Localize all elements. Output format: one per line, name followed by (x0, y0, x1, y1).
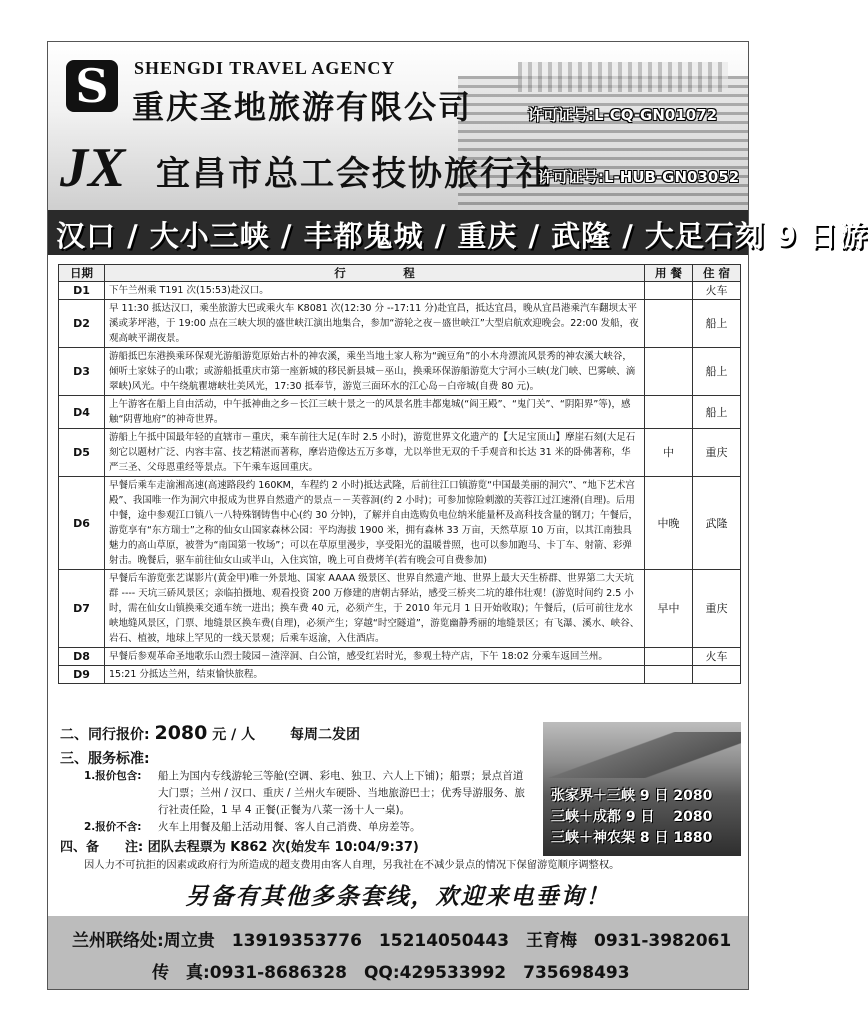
agency-name-cn: 重庆圣地旅游有限公司 (132, 88, 473, 126)
lodging-cell: 船上 (693, 348, 741, 396)
notes-disclaimer: 因人力不可抗拒的因素或政府行为所造成的超支费用由客人自理，另我社在不减少景点的情况下保留游览顺序调整权。 (84, 859, 620, 871)
price-unit: 元 / 人 (212, 727, 256, 743)
price-label: 二、同行报价: (60, 727, 150, 743)
lodging-cell: 重庆 (693, 570, 741, 648)
promo-route-2: 三峡＋成都 9 日 2080 (551, 809, 713, 825)
table-row (59, 282, 741, 300)
included-label: 1.报价包含: (84, 770, 142, 782)
meal-cell (645, 300, 693, 348)
price-amount: 2080 (154, 722, 208, 744)
meal-cell (645, 396, 693, 429)
excluded-label: 2.报价不含: (84, 821, 142, 833)
tour-title-banner (48, 210, 868, 255)
itinerary-cell: 早餐后车游览张艺谋影片(黄金甲)唯一外景地、国家 AAAA 级景区、世界自然遗产地、世界上最大天生桥群、世界第二大天坑群 ---- 天坑三硚风景区；亲临拍摄地、观看投资 200 万修建的唐朝古驿站，感受三桥夹二坑的雄伟壮观！(游览时间约 2.5 小时，需在仙女山镇换乘交通车统一进出；换车费 40 元，必须产生，于 2010 年元月 1 日开始收取)；午餐后，(后可前往龙水峡地缝风景区，门票、地缝景区换车费(自理)，必须产生；穿越“时空隧道”，游览幽静秀丽的地缝景区；有飞瀑、溪水、峡谷、岩石、植被，地球上罕见的一线天景观；后乘车返渝，入住酒店。 (105, 570, 645, 648)
service-standard-title: 三、服务标准: (60, 751, 150, 767)
meal-cell (645, 348, 693, 396)
table-row (59, 396, 741, 429)
agency-logo: S (66, 60, 118, 112)
table-row (59, 429, 741, 477)
notes-train: 团队去程票为 K862 次(始发车 10:04/9:37) (147, 840, 419, 855)
meal-cell (645, 648, 693, 666)
itinerary-cell: 早餐后参观革命圣地歌乐山烈士陵园－渣滓洞、白公馆，感受红岩时光，参观土特产店，下午 18:02 分乘车返回兰州。 (105, 648, 645, 666)
notes-label: 四、备 注: (60, 840, 144, 855)
itinerary-cell: 游船上午抵中国最年轻的直辖市－重庆，乘车前往大足(车时 2.5 小时)，游览世界文化遗产的【大足宝顶山】摩崖石刻(大足石刻它以题材广泛、内容丰富、技艺精湛而著称，摩岩造像达五万多尊，尤以举世无双的千手观音和长达 31 米的卧佛著称，华严三圣、父母恩重经等景点。下午乘车返回重庆。 (105, 429, 645, 477)
day-cell: D9 (59, 666, 105, 684)
header-itinerary: 行 程 (105, 265, 645, 282)
meal-cell (645, 666, 693, 684)
license-number-1: 许可证号:L-CQ-GN01072 (528, 106, 718, 124)
table-row (59, 348, 741, 396)
day-cell: D1 (59, 282, 105, 300)
lodging-cell: 船上 (693, 396, 741, 429)
contact-phones: 兰州联络处:周立贵 13919353776 15214050443 王育梅 0931-3982061 (72, 931, 732, 951)
excluded-details: 火车上用餐及船上活动用餐、客人自己消费、单房差等。 (158, 821, 421, 833)
lodging-cell: 船上 (693, 300, 741, 348)
slogan: 另备有其他多条套线，欢迎来电垂询！ (185, 884, 611, 910)
table-header-row (59, 265, 741, 282)
header-meals: 用 餐 (645, 265, 693, 282)
lodging-cell: 火车 (693, 648, 741, 666)
flyer (47, 41, 868, 990)
itinerary-cell: 游船抵巴东港换乘环保观光游船游览原始古朴的神农溪，乘坐当地土家人称为“豌豆角”的小木舟漂流风景秀的神农溪大峡谷，倾听土家妹子的山歌；或游船抵重庆市第一座新城的移民新县城－巫山，换乘环保游船游览大宁河小三峡(龙门峡、巴雾峡、滴翠峡)风光。中午绕航瞿塘峡壮美风光，17:30 抵奉节，游览三面环水的江心岛－白帝城(自费 80 元)。 (105, 348, 645, 396)
itinerary-cell: 下午兰州乘 T191 次(15:53)赴汉口。 (105, 282, 645, 300)
departure-schedule: 每周二发团 (290, 727, 360, 743)
table-row (59, 666, 741, 684)
lodging-cell: 重庆 (693, 429, 741, 477)
mountain-scenery (543, 732, 741, 778)
notes-row (60, 836, 419, 855)
table-row (59, 477, 741, 570)
meal-cell: 早中 (645, 570, 693, 648)
day-cell: D5 (59, 429, 105, 477)
jx-logo: JX (60, 137, 126, 199)
lodging-cell (693, 666, 741, 684)
itinerary-table (58, 264, 741, 684)
cruise-ship-upper-deck (518, 62, 728, 92)
meal-cell (645, 282, 693, 300)
meal-cell: 中晚 (645, 477, 693, 570)
day-cell: D6 (59, 477, 105, 570)
agency-name-en: SHENGDI TRAVEL AGENCY (134, 58, 396, 78)
table-row (59, 570, 741, 648)
promo-route-3: 三峡＋神农架 8 日 1880 (551, 830, 713, 846)
promo-route-1: 张家界＋三峡 9 日 2080 (551, 788, 713, 804)
lodging-cell: 火车 (693, 282, 741, 300)
itinerary-cell: 15:21 分抵达兰州，结束愉快旅程。 (105, 666, 645, 684)
day-cell: D3 (59, 348, 105, 396)
table-row (59, 300, 741, 348)
included-details: 船上为国内专线游轮三等舱(空调、彩电、独卫、六人上下铺)；船票；景点首道 大门票；兰州 / 汉口、重庆 / 兰州火车硬卧、当地旅游巴士；优秀导游服务、旅 行社责任险，1 早 4 正餐(正餐为八菜一汤十人一桌)。 (158, 770, 525, 816)
contact-fax-qq: 传 真:0931-8686328 QQ:429533992 735698493 (152, 963, 630, 983)
lodging-cell: 武隆 (693, 477, 741, 570)
header (48, 42, 748, 210)
union-agency-name: 宜昌市总工会技协旅行社 (156, 154, 552, 194)
day-cell: D2 (59, 300, 105, 348)
header-date: 日期 (59, 265, 105, 282)
other-routes-promo (543, 722, 741, 856)
itinerary-cell: 上午游客在船上自由活动，中午抵神曲之乡－长江三峡十景之一的风景名胜丰都鬼城(“阎王殿”、“鬼门关”、“阴阳界”等)，感触“阴曹地府”的神奇世界。 (105, 396, 645, 429)
itinerary-cell: 早餐后乘车走渝湘高速(高速路段约 160KM，车程约 2 小时)抵达武隆，后前往江口镇游览“中国最美丽的洞穴”、“地下艺术宫殿”、我国唯一作为洞穴申报成为世界自然遗产的景点－－芙蓉洞(约 2 小时)；可参加惊险刺激的芙蓉江过江速滑(自理)。后用中餐，途中参观江口镇八一八特殊钢铸售中心(约 30 分钟)，了解并自由选购负电位纳米能量杯及高科技含量的钢刀；午餐后，游览享有“东方瑞士”之称的仙女山国家森林公园：平均海拔 1900 米，拥有森林 33 万亩，天然草原 10 万亩，以其江南独具魅力的高山草原，被誉为“南国第一牧场”；可以在草原里漫步，享受阳光的温暖普照，也可以参加跑马、卡丁车、射箭、彩弹射击。晚餐后，驱车前往仙女山或半山，入住宾馆，晚上可自费烤羊(若有晚会可自费参加) (105, 477, 645, 570)
contact-panel (48, 916, 748, 989)
day-cell: D7 (59, 570, 105, 648)
day-cell: D8 (59, 648, 105, 666)
table-row (59, 648, 741, 666)
tour-title: 汉口 / 大小三峡 / 丰都鬼城 / 重庆 / 武隆 / 大足石刻 9 日游 (56, 219, 868, 253)
license-number-2: 许可证号:L-HUB-GN03052 (538, 168, 740, 186)
header-lodging: 住 宿 (693, 265, 741, 282)
day-cell: D4 (59, 396, 105, 429)
itinerary-cell: 早 11:30 抵达汉口，乘坐旅游大巴或乘火车 K8081 次(12:30 分 --17:11 分)赴宜昌，抵达宜昌，晚从宜昌港乘汽车翻坝太平溪或茅坪港，于 19:00 点在三峡大坝的盛世峡江演出地集合，参加“游轮之夜－盛世峡江”大型启航欢迎晚会。22:00 发船，夜观高峡平湖夜景。 (105, 300, 645, 348)
price-line (60, 722, 360, 744)
meal-cell: 中 (645, 429, 693, 477)
